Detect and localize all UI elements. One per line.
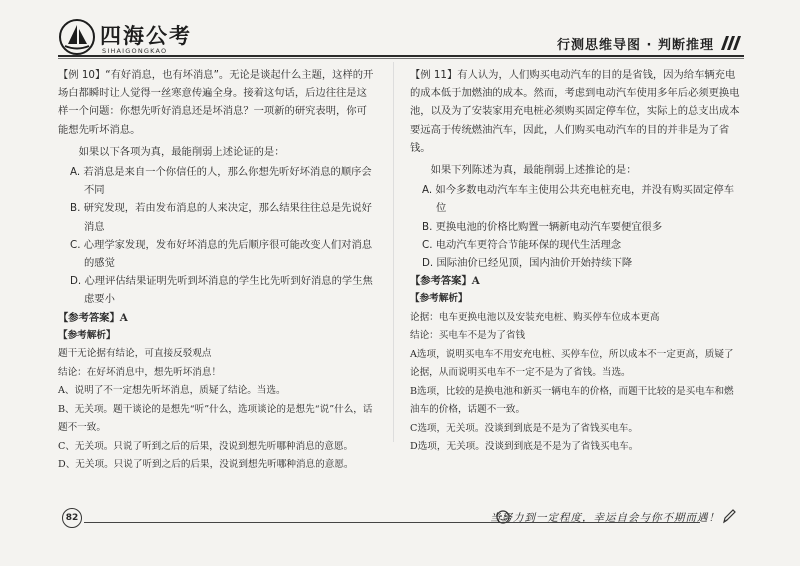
footer-slogan: 当努力到一定程度，幸运自会与你不期而遇！ bbox=[490, 512, 720, 524]
logo-subtext: SIHAIGONGKAO bbox=[102, 47, 168, 55]
analysis-block bbox=[58, 327, 376, 475]
option-letter: C. bbox=[422, 238, 433, 251]
option-text: 心理评估结果证明先听到坏消息的学生比先听到好消息的学生焦虑要小 bbox=[84, 275, 373, 306]
header-divider-thin bbox=[58, 58, 744, 59]
option-letter: C. bbox=[70, 238, 81, 251]
option-text: 更换电池的价格比购置一辆新电动汽车要便宜很多 bbox=[435, 220, 663, 233]
analysis-line: B、无关项。题干谈论的是想先“听”什么，选项谈论的是想先“说”什么，话题不一致。 bbox=[58, 403, 373, 434]
analysis-label: 【参考解析】 bbox=[410, 293, 468, 305]
option-letter: A. bbox=[422, 184, 433, 197]
option-item bbox=[58, 199, 376, 235]
section-title: 行测思维导图 · 判断推理 bbox=[557, 38, 714, 53]
option-letter: B. bbox=[70, 202, 81, 215]
option-item bbox=[410, 254, 743, 272]
option-text: 研究发现，若由发布消息的人来决定，那么结果往往总是先说好消息 bbox=[83, 202, 372, 233]
analysis-line: B选项，比较的是换电池和新买一辆电车的价格，而题干比较的是买电车和燃油车的价格，话题不一致。 bbox=[410, 385, 734, 416]
option-item bbox=[58, 272, 376, 308]
analysis-line: C、无关项。只说了听到之后的后果，没说到想先听哪种消息的意愿。 bbox=[58, 440, 354, 452]
pen-icon bbox=[722, 508, 736, 524]
option-item bbox=[410, 181, 743, 217]
question-text: 【例 10】“有好消息，也有坏消息”。无论是谈起什么主题，这样的开场白都瞬时让人觉得一丝寒意传遍全身。接着这句话，后边往往是这样一个问题：你想先听好消息还是坏消息？一项新的研究表明，你可能想先听坏消息。 bbox=[58, 69, 374, 136]
brand-logo bbox=[58, 18, 198, 60]
page-number: 82 bbox=[62, 508, 82, 528]
logo-text: 四海公考 bbox=[100, 24, 192, 48]
question-prompt: 如果以下各项为真，最能削弱上述论证的是： bbox=[78, 145, 285, 158]
option-letter: D. bbox=[422, 257, 434, 270]
answer-label: 【参考答案】 bbox=[58, 311, 120, 324]
option-item bbox=[410, 236, 743, 254]
analysis-line: 题干无论据有结论，可直接反驳观点 bbox=[58, 348, 212, 360]
option-text: 如今多数电动汽车车主使用公共充电桩充电，并没有购买固定停车位 bbox=[435, 184, 735, 215]
answer-value: A bbox=[119, 311, 128, 324]
analysis-line: D、无关项。只说了听到之后的后果，没说到想先听哪种消息的意愿。 bbox=[58, 459, 354, 471]
answer-line bbox=[410, 272, 743, 290]
question-text: 【例 11】有人认为，人们购买电动汽车的目的是省钱，因为给车辆充电的成本低于加燃油的成本。然而，考虑到电动汽车使用多年后必须更换电池，以及为了安装家用充电桩必须购买固定停车位，实际上的总支出成本要远高于传统燃油汽车，因此，人们购买电动汽车的目的并非是为了省钱。 bbox=[410, 69, 740, 154]
option-letter: B. bbox=[422, 220, 433, 233]
sailboat-logo-icon bbox=[58, 18, 96, 56]
option-text: 心理学家发现，发布好坏消息的先后顺序很可能改变人们对消息的感觉 bbox=[83, 238, 373, 270]
option-text: 若消息是来自一个你信任的人，那么你想先听好坏消息的顺序会不同 bbox=[83, 166, 372, 197]
column-divider bbox=[393, 62, 394, 442]
answer-value: A bbox=[471, 275, 480, 288]
option-text: 电动汽车更符合节能环保的现代生活理念 bbox=[435, 238, 622, 251]
right-column bbox=[410, 66, 743, 457]
option-item bbox=[410, 218, 743, 236]
answer-label: 【参考答案】 bbox=[410, 275, 472, 288]
question-prompt: 如果下列陈述为真，最能削弱上述推论的是： bbox=[430, 164, 637, 177]
analysis-line: 论据：电车更换电池以及安装充电桩、购买停车位成本更高 bbox=[410, 311, 660, 323]
stripes-decoration-icon bbox=[717, 36, 743, 50]
analysis-block bbox=[410, 290, 743, 457]
left-column bbox=[58, 66, 376, 475]
option-letter: D. bbox=[70, 275, 82, 288]
option-text: 国际油价已经见顶，国内油价开始持续下降 bbox=[436, 257, 633, 270]
analysis-label: 【参考解析】 bbox=[58, 329, 116, 341]
analysis-line: A选项，说明买电车不用安充电桩、买停车位，所以成本不一定更高，质疑了论据，从而说明买电车不一定不是为了省钱。当选。 bbox=[410, 348, 734, 379]
analysis-line: 结论：在好坏消息中，想先听坏消息！ bbox=[58, 366, 222, 378]
analysis-line: A、说明了不一定想先听坏消息，质疑了结论。当选。 bbox=[58, 385, 286, 397]
option-letter: A. bbox=[70, 166, 81, 179]
option-item bbox=[58, 163, 376, 199]
header-divider bbox=[58, 55, 744, 57]
analysis-line: C选项，无关项。没谈到到底是不是为了省钱买电车。 bbox=[410, 422, 638, 434]
analysis-line: D选项，无关项。没谈到到底是不是为了省钱买电车。 bbox=[410, 441, 639, 453]
option-item bbox=[58, 236, 376, 272]
answer-line bbox=[58, 309, 376, 327]
analysis-line: 结论：买电车不是为了省钱 bbox=[410, 330, 526, 342]
